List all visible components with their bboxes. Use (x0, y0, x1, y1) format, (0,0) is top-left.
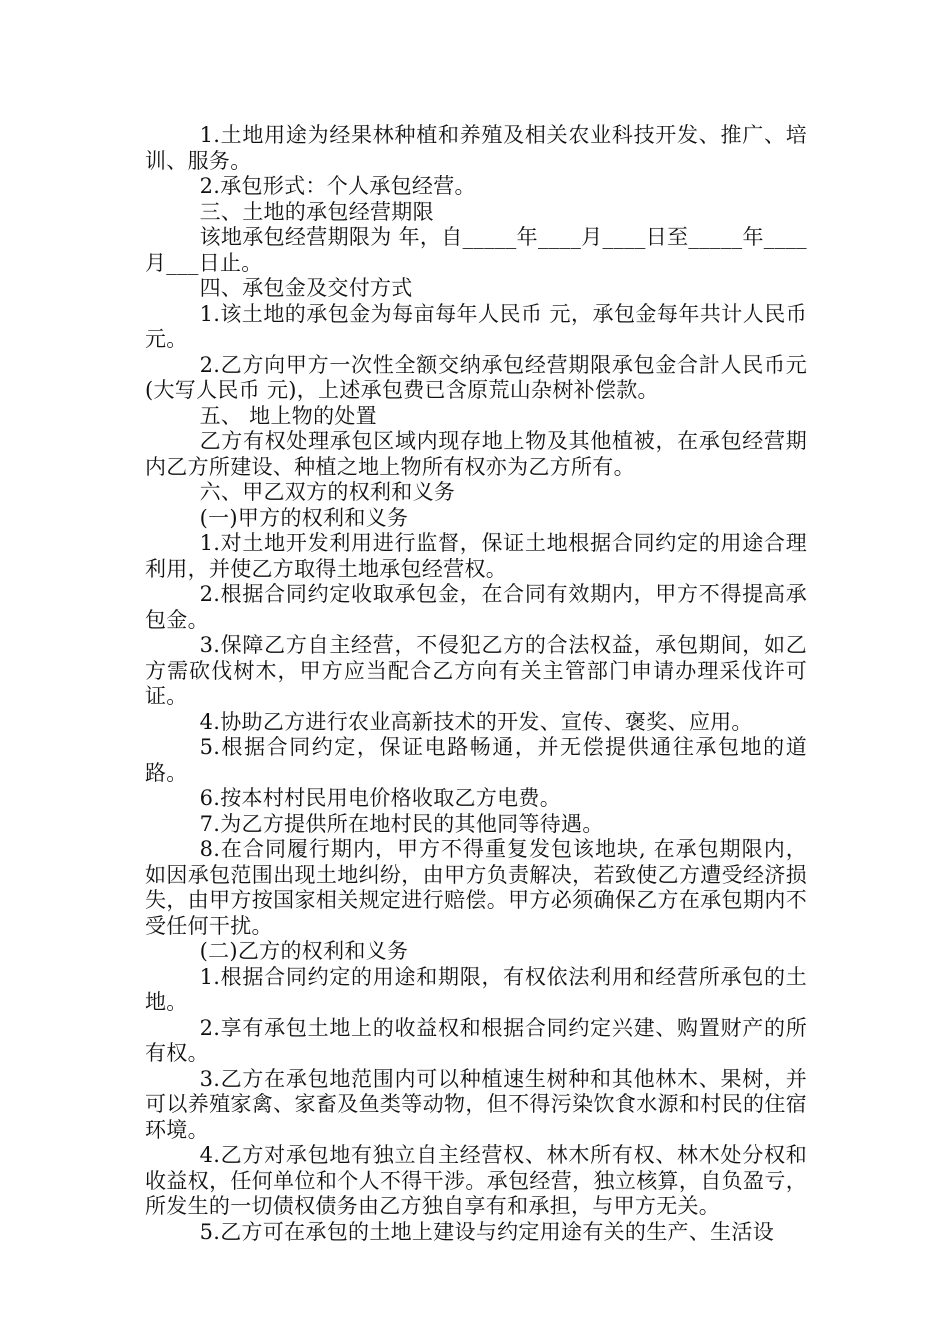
list-item: 5.根据合同约定，保证电路畅通，并无偿提供通往承包地的道路。 (145, 735, 807, 785)
section-heading-payment: 四、承包金及交付方式 (199, 276, 413, 300)
paragraph-payment-amount: 1.该土地的承包金为每亩每年人民币 元，承包金每年共计人民币 元。 (145, 301, 807, 351)
list-item: 8.在合同履行期内，甲方不得重复发包该地块, 在承包期限内，如因承包范围出现土地纠纷，由甲方负责解决，若致使乙方遭受经济损失，由甲方按国家相关规定进行赔偿。甲方必须确保乙方在承包期内不受任何干扰。 (145, 837, 807, 938)
subsection-heading-party-a: (一)甲方的权利和义务 (199, 505, 409, 530)
list-item: 4.协助乙方进行农业高新技术的开发、宣传、褒奖、应用。 (199, 709, 753, 734)
paragraph-land-use: 1.土地用途为经果林种植和养殖及相关农业科技开发、推广、培训、服务。 (145, 123, 807, 173)
paragraph-payment-lump-sum: 2.乙方向甲方一次性全额交纳承包经营期限承包金合計人民币元(大写人民币 元)，上述承包费已含原荒山杂树补偿款。 (145, 352, 807, 402)
list-item: 4.乙方对承包地有独立自主经营权、林木所有权、林木处分权和收益权，任何单位和个人不得干涉。承包经营，独立核算，自负盈亏，所发生的一切债权债务由乙方独自享有和承担，与甲方无关。 (145, 1143, 807, 1218)
section-heading-surface-objects: 五、 地上物的处置 (199, 403, 377, 428)
list-item: 2.享有承包土地上的收益权和根据合同约定兴建、购置财产的所有权。 (145, 1015, 807, 1065)
list-item: 1.对土地开发利用进行监督，保证土地根据合同约定的用途合理利用，并使乙方取得土地承包经营权。 (145, 531, 807, 581)
list-item: 7.为乙方提供所在地村民的其他同等待遇。 (199, 811, 604, 836)
paragraph-term-period: 该地承包经营期限为 年，自_____年____月____日至_____年____月___日止。 (145, 225, 807, 275)
paragraph-surface-objects: 乙方有权处理承包区域内现存地上物及其他植被，在承包经营期内乙方所建设、种植之地上物所有权亦为乙方所有。 (145, 429, 807, 479)
list-item: 5.乙方可在承包的土地上建设与约定用途有关的生产、生活设 (199, 1219, 775, 1244)
section-heading-term: 三、土地的承包经营期限 (199, 199, 434, 224)
list-item: 6.按本村村民用电价格收取乙方电费。 (199, 786, 562, 810)
section-heading-rights: 六、甲乙双方的权利和义务 (199, 480, 456, 504)
subsection-heading-party-b: (二)乙方的权利和义务 (199, 939, 409, 963)
list-item: 3.乙方在承包地范围内可以种植速生树种和其他林木、果树，并可以养殖家禽、家畜及鱼类等动物，但不得污染饮食水源和村民的住宿环境。 (145, 1066, 807, 1142)
list-item: 1.根据合同约定的用途和期限，有权依法利用和经营所承包的土地。 (145, 964, 807, 1014)
paragraph-contract-form: 2.承包形式：个人承包经营。 (199, 174, 476, 198)
document-body (145, 123, 807, 1245)
list-item: 3.保障乙方自主经营，不侵犯乙方的合法权益，承包期间，如乙方需砍伐树木，甲方应当配合乙方向有关主管部门申请办理采伐许可证。 (145, 633, 807, 708)
list-item: 2.根据合同约定收取承包金，在合同有效期内，甲方不得提高承包金。 (145, 582, 807, 632)
